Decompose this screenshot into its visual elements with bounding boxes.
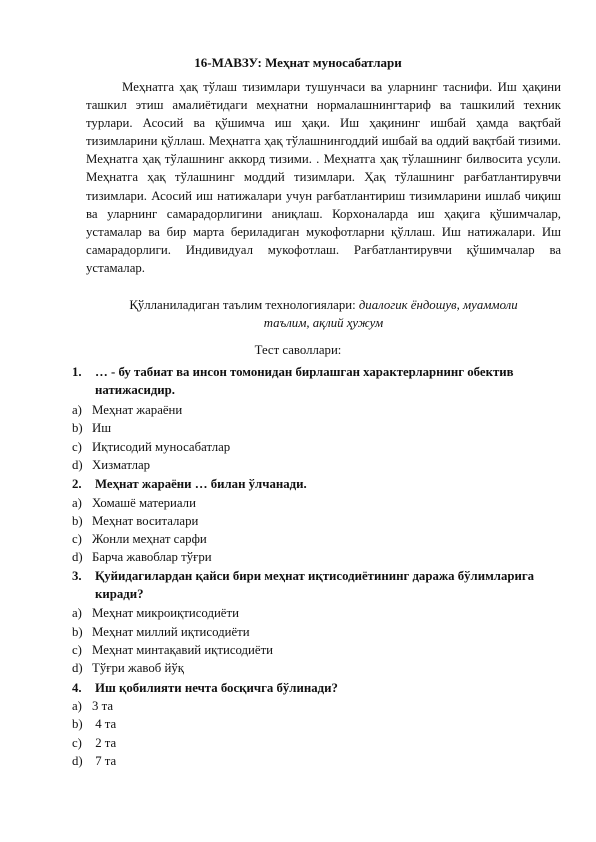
option-text: Меҳнат микроиқтисодиёти (92, 606, 239, 620)
option-2d (72, 549, 542, 565)
question-1 (72, 363, 552, 400)
option-1a (72, 402, 542, 418)
option-letter: b) (72, 717, 83, 731)
option-letter: c) (72, 440, 82, 454)
option-text: Иқтисодий муносабатлар (92, 440, 231, 454)
question-number: 2. (72, 477, 82, 491)
option-4c (72, 735, 542, 751)
option-letter: b) (72, 514, 83, 528)
technologies-block (86, 296, 561, 332)
question-2 (72, 475, 552, 493)
option-text: Меҳнат воситалари (92, 514, 199, 528)
option-text: 4 та (92, 717, 117, 731)
option-3a (72, 605, 542, 621)
option-2a (72, 495, 542, 511)
topic-paragraph: Меҳнатга ҳақ тўлаш тизимлари тушунчаси ва уларнинг таснифи. Иш ҳақини ташкил этиш амалиётидаги меҳнатни нормалашнингтариф ва ташкилий техник турлари. Асосий ва қўшимча иш ҳақи. Иш ҳақининг ишбай ҳамда вақтбай тизимларини қўллаш. Меҳнатга ҳақ тўлашнингоддий ишбай ва оддий вақтбай тизими. Меҳнатга ҳақ тўлашнинг аккорд тизими. . Меҳнатга ҳақ тўлашнинг билвосита усули. Меҳнатга ҳақ тўлашнинг моддий тизимлари. Ҳақ тўлашнинг рағбатлантирувчи тизимлари. Асосий иш натижалари учун рағбатлантириш тизимларини ишлаб чиқиш ва уларнинг самарадорлигини аниқлаш. Корхоналарда иш ҳақига қўшимчалар, устамалар ва бир марта бериладиган мукофотларни қўллаш. Иш натижалари. Иш самарадорлиги. Индивидуал мукофотлаш. Рағбатлантирувчи қўшимчалар ва устамалар. (86, 80, 561, 275)
option-3c (72, 642, 542, 658)
option-text: Хизматлар (92, 458, 151, 472)
option-letter: d) (72, 458, 83, 472)
option-letter: a) (72, 699, 82, 713)
technologies-list-line1: диалогик ёндошув, муаммоли (358, 298, 518, 312)
option-text: Иш (92, 421, 112, 435)
question-text: … - бу табиат ва инсон томонидан бирлашган характерларнинг обектив натижасидир. (95, 365, 514, 398)
question-text: Меҳнат жараёни … билан ўлчанади. (95, 477, 307, 491)
question-number: 4. (72, 681, 82, 695)
option-letter: b) (72, 625, 83, 639)
option-text: Хомашё материали (92, 496, 196, 510)
option-letter: a) (72, 496, 82, 510)
option-2b (72, 513, 542, 529)
page-title: 16-МАВЗУ: Меҳнат муносабатлари (194, 55, 402, 70)
option-3d (72, 660, 542, 676)
option-text: 2 та (92, 736, 117, 750)
option-text: Меҳнат жараёни (92, 403, 183, 417)
option-1c (72, 439, 542, 455)
test-section-title: Тест саволлари: (254, 343, 342, 357)
option-text: Меҳнат миллий иқтисодиёти (92, 625, 250, 639)
option-1d (72, 457, 542, 473)
option-text: Барча жавоблар тўғри (92, 550, 212, 564)
option-letter: c) (72, 532, 82, 546)
option-4b (72, 716, 542, 732)
option-letter: d) (72, 550, 83, 564)
option-2c (72, 531, 542, 547)
option-text: Меҳнат минтақавий иқтисодиёти (92, 643, 274, 657)
technologies-list-line2: таълим, ақлий ҳужум (263, 316, 384, 330)
option-3b (72, 624, 542, 640)
option-letter: c) (72, 643, 82, 657)
option-text: 7 та (92, 754, 117, 768)
option-letter: d) (72, 754, 83, 768)
question-text: Иш қобилияти нечта босқичга бўлинади? (95, 681, 338, 695)
question-3 (72, 567, 552, 604)
option-letter: b) (72, 421, 83, 435)
option-letter: a) (72, 606, 82, 620)
option-letter: a) (72, 403, 82, 417)
option-text: Жонли меҳнат сарфи (92, 532, 207, 546)
question-4 (72, 679, 552, 697)
option-letter: d) (72, 661, 83, 675)
option-letter: c) (72, 736, 82, 750)
option-text: Тўғри жавоб йўқ (92, 661, 184, 675)
question-number: 1. (72, 365, 82, 379)
question-text: Қуйидагилардан қайси бири меҳнат иқтисодиётининг даража бўлимларига киради? (95, 569, 535, 602)
option-4a (72, 698, 542, 714)
option-1b (72, 420, 542, 436)
option-text: 3 та (92, 699, 114, 713)
question-number: 3. (72, 569, 82, 583)
option-4d (72, 753, 542, 769)
technologies-label: Қўлланиладиган таълим технологиялари: (129, 298, 356, 312)
